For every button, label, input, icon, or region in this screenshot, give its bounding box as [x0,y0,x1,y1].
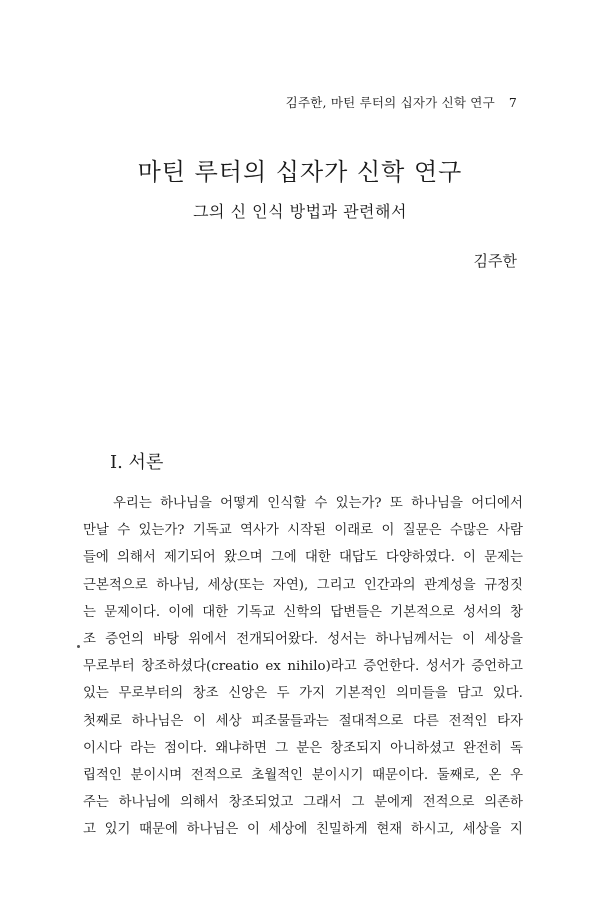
body-word: 온 [488,767,502,783]
body-word: 두 [276,686,290,702]
body-word: 전적인 [448,713,488,729]
body-word: 기본적인 [334,686,387,702]
body-word: 성서는 [327,631,367,647]
body-word: 창조 [192,686,219,702]
body-word: 질문은 [402,523,442,539]
body-word: 문제는 [484,550,523,566]
body-word: 있는가? [335,496,382,511]
body-word: 는 [83,604,96,620]
body-word: 립적인 [83,767,122,783]
body-word: 의해서 [117,550,156,566]
body-word: 현재 [376,822,403,838]
body-word: 인간과의 [363,577,416,593]
body-word: 위에서 [188,631,227,647]
body-word: 신앙은 [228,686,268,702]
body-word: 친밀하게 [315,822,368,838]
body-word: 답변들은 [330,604,382,620]
body-word: 주는 [83,795,109,811]
body-word: 그리고 [316,577,356,593]
body-word: 전개되어왔다. [236,631,319,647]
body-word: 하나님, [156,577,200,593]
body-word: 하나님을 [160,496,212,511]
body-word: 때문이다. [372,767,429,783]
body-word: 하나님에 [118,795,171,811]
body-word: 들에 [83,550,109,566]
body-word: 우리는 [113,496,152,511]
body-line [83,544,523,571]
body-line [83,490,523,517]
body-line [83,626,523,653]
body-word: 만날 [83,523,109,539]
body-word: 자연), [272,577,309,593]
body-word: 그 [351,795,365,811]
body-word: 세상에 [268,822,308,838]
body-word: 의미들을 [395,686,448,702]
paper-title: 마틴 루터의 십자가 신학 연구 [137,158,463,186]
body-line [83,599,523,626]
body-word: 증언의 [105,631,144,647]
body-word: nihilo)라고 [287,659,357,675]
body-word: 아니하셨고 [390,740,455,756]
body-word: 기독교 [192,523,232,539]
body-word: 규정짓 [484,577,523,593]
body-word: 창 [509,604,523,620]
body-word: 무로부터의 [118,686,184,702]
body-word: 전적으로 [190,767,243,783]
body-word: 문제이다. [104,604,161,620]
body-word: 역사가 [240,523,279,539]
body-line [83,816,523,843]
body-word: 하나님은 [186,822,239,838]
body-word: 성서가 [425,659,465,675]
body-word: 왔으며 [223,550,263,566]
body-word: 증언하고 [471,659,523,675]
body-word: 이 [193,713,206,729]
body-word: 수 [117,523,131,539]
body-word: 이 [463,550,476,566]
body-word: 완전히 [463,740,502,756]
body-word: 또 [389,496,403,511]
body-word: 이 [246,822,260,838]
body-word: 타자 [497,713,523,729]
body-word: 가지 [299,686,326,702]
body-word: 인식할 [267,496,307,511]
running-head [286,93,517,111]
body-word: 세상 [215,713,242,729]
body-word: 그에 [270,550,297,566]
body-line [83,653,523,680]
section-heading: I. 서론 [110,452,164,473]
body-word: 지 [510,822,523,838]
body-word: 있는가? [138,523,185,539]
body-word: 신학의 [283,604,323,620]
body-word: 하시고, [410,822,454,838]
body-word: 무로부터 [83,659,135,675]
body-line [83,708,523,735]
body-word: 전적으로 [422,795,475,811]
body-word: 사람 [497,523,523,539]
body-line [83,735,523,762]
body-word: 제기되어 [164,550,216,566]
body-word: 때문에 [139,822,178,838]
body-word: 이에 [168,604,195,620]
body-word: 관계성을 [423,577,476,593]
body-word: 우 [510,767,523,783]
body-word: 왜냐하면 [215,740,267,756]
body-word: 근본적으로 [83,577,148,593]
body-word: 그 [275,740,289,756]
running-head-text: 김주한, 마틴 루터의 십자가 신학 연구 [285,95,495,110]
body-word: 둘째로, [436,767,480,783]
body-word: 다양하였다. [385,550,455,566]
body-word: 어디에서 [471,496,523,511]
body-word: 있다. [492,686,523,702]
body-word: 하나님께서는 [375,631,453,647]
body-word: 절대적으로 [338,713,404,729]
body-line [83,517,523,544]
margin-dot [77,645,80,648]
body-word: 창조되었고 [228,795,294,811]
body-word: 시작된 [287,523,326,539]
body-word: 라는 [129,740,156,756]
body-word: 그래서 [303,795,342,811]
body-line [83,762,523,789]
body-word: 하나님을 [411,496,463,511]
body-word: 분에게 [374,795,413,811]
body-word: 독 [509,740,523,756]
body-word: 의존하 [484,795,523,811]
body-word: 다른 [413,713,439,729]
body-word: 세상을 [484,631,523,647]
body-word: 초월적인 [251,767,304,783]
body-word: 하나님은 [131,713,184,729]
body-word: 있는 [83,686,109,702]
body-word: 기본적으로 [390,604,455,620]
body-word: 분은 [296,740,323,756]
body-word: 이시다 [83,740,122,756]
body-word: 증언한다. [363,659,420,675]
body-word: 세상을 [462,822,502,838]
body-word: 세상(또는 [207,577,265,593]
body-word: 창조하셨다(creatio [141,659,259,675]
body-word: 피조물들과는 [251,713,329,729]
body-word: 조 [83,631,96,647]
body-word: 바탕 [153,631,179,647]
body-word: 기독교 [236,604,276,620]
paper-subtitle: 그의 신 인식 방법과 관련해서 [193,202,407,221]
body-word: 점이다. [164,740,208,756]
body-word: 분이시며 [130,767,183,783]
body-word: 첫째로 [83,713,122,729]
body-word: 분이시기 [311,767,364,783]
author-name: 김주한 [473,252,517,270]
body-word: 어떻게 [220,496,259,511]
body-paragraph [83,490,523,843]
body-line [83,789,523,816]
body-word: 이 [381,523,395,539]
page-number: 7 [508,95,517,110]
body-word: 수많은 [449,523,489,539]
body-word: 수 [314,496,328,511]
body-line [83,572,523,599]
body-word: 대답도 [338,550,378,566]
body-word: 이 [462,631,475,647]
body-word: 있기 [104,822,131,838]
body-line [83,680,523,707]
body-word: 이래로 [334,523,374,539]
body-word: 의해서 [180,795,219,811]
body-word: 고 [83,822,96,838]
body-word: 대한 [304,550,331,566]
body-word: 창조되지 [330,740,382,756]
body-word: ex [265,659,281,675]
body-word: 대한 [202,604,229,620]
body-word: 성서의 [463,604,502,620]
body-word: 담고 [457,686,484,702]
